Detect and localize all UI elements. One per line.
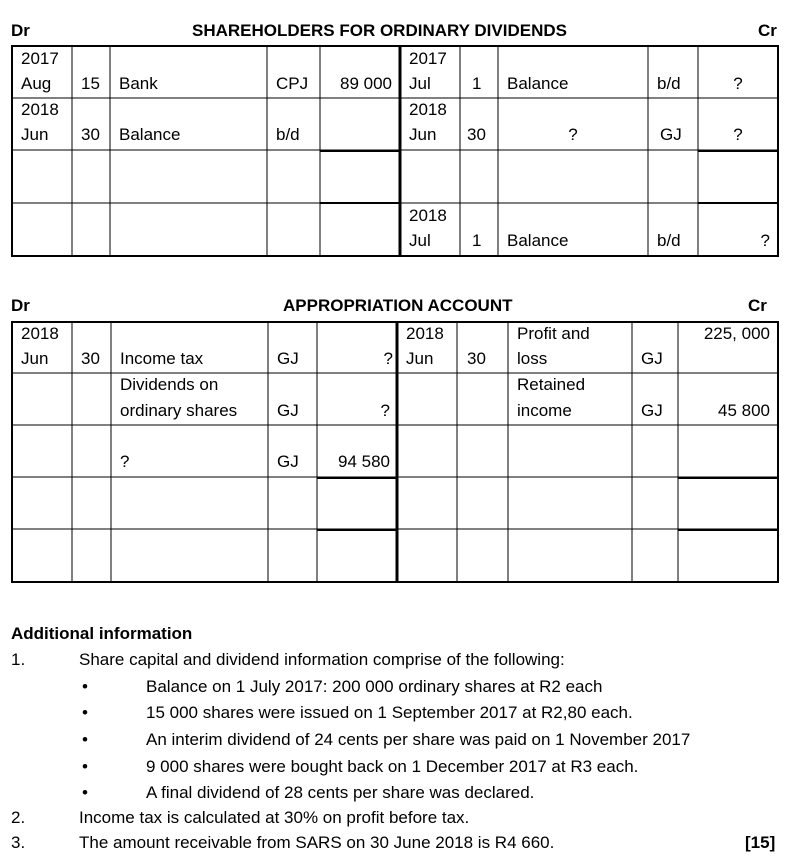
ledger1-right-r1-month: Jul [409,74,431,93]
ledger1-right-r1-day: 1 [472,74,482,93]
ledger2-right-r1-folio: GJ [641,349,663,368]
bullet-icon: • [82,757,88,776]
ledger2-left-r3-amount: 94 580 [338,452,390,471]
ledger1-left-r1-detail: Bank [119,74,158,93]
ledger1-left-r2-year: 2018 [21,100,59,119]
ledger2-left-r1-month: Jun [21,349,49,368]
ledger1-right-r4-month: Jul [409,231,431,250]
ledger2-right-r1-amount: 225, 000 [703,324,770,343]
ledger1-left-r2-detail: Balance [119,125,181,144]
ledger1-left-r1-day: 15 [81,74,100,93]
ledger1-right-r1-year: 2017 [409,49,447,68]
info-heading: Additional information [11,624,193,643]
ledger1-left-r2-folio: b/d [276,125,300,144]
bullet-icon: • [82,783,88,802]
ledger2-cr-label: Cr [748,296,767,315]
bullet-icon: • [82,677,88,696]
ledger1-right-r2-day: 30 [467,125,486,144]
ledger2-left-r3-detail: ? [120,452,130,471]
ledger1-left-r1-folio: CPJ [276,74,309,93]
ledger1-right-r2-month: Jun [409,125,437,144]
ledger1-right-r2-year: 2018 [409,100,447,119]
info-item-3-number: 3. [11,833,26,852]
marks-total: [15] [745,833,776,852]
bullet-icon: • [82,730,88,749]
ledger1-cr-label: Cr [758,21,777,40]
ledger1-left-r2-day: 30 [81,125,100,144]
info-bullet-4: 9 000 shares were bought back on 1 December 2017 at R3 each. [146,757,639,776]
info-item-3-text: The amount receivable from SARS on 30 June 2018 is R4 660. [79,833,555,852]
info-item-1-number: 1. [11,650,26,669]
ledger2-dr-label: Dr [11,296,30,315]
ledger2-left-r3-folio: GJ [277,452,299,471]
ledger1-right-r4-amount: ? [760,231,770,250]
ledger2-right-r2-amount: 45 800 [718,401,770,420]
ledger2-right-r1-year: 2018 [406,324,444,343]
ledger2-left-r2-folio: GJ [277,401,299,420]
ledger1-right-r1-detail: Balance [507,74,569,93]
ledger2-left-r2-amount: ? [380,401,390,420]
ledger2-left-r1-amount: ? [383,349,393,368]
ledger2-left-r1-year: 2018 [21,324,59,343]
ledger2-right-r2-folio: GJ [641,401,663,420]
ledger1-left-r2-month: Jun [21,125,49,144]
ledger1-right-r4-detail: Balance [507,231,569,250]
info-bullet-2: 15 000 shares were issued on 1 September 2017 at R2,80 each. [146,703,633,722]
ledger2-right-r1-detail-line1: Profit and [517,324,590,343]
ledger1-right-r2-detail: ? [568,125,578,144]
ledger1-right-r2-amount: ? [733,125,743,144]
ledger1-title: SHAREHOLDERS FOR ORDINARY DIVIDENDS [192,21,567,40]
info-bullet-3: An interim dividend of 24 cents per share was paid on 1 November 2017 [146,730,691,749]
ledger2-left-r1-day: 30 [81,349,100,368]
ledger1-right-r4-day: 1 [472,231,482,250]
info-item-2-text: Income tax is calculated at 30% on profit before tax. [79,808,470,827]
ledger2-left-r1-detail: Income tax [120,349,204,368]
ledger2-title: APPROPRIATION ACCOUNT [283,296,513,315]
ledger1-right-r1-folio: b/d [657,74,681,93]
ledger1-left-r1-month: Aug [21,74,52,93]
ledger2-left-r2-detail-line1: Dividends on [120,375,219,394]
info-bullet-5: A final dividend of 28 cents per share was declared. [146,783,535,802]
ledger1-left-r1-amount: 89 000 [340,74,392,93]
info-item-1-text: Share capital and dividend information comprise of the following: [79,650,565,669]
ledger2-left-r2-detail-line2: ordinary shares [120,401,238,420]
ledger2-right-r1-month: Jun [406,349,434,368]
ledger1-right-r4-year: 2018 [409,206,447,225]
ledger1-dr-label: Dr [11,21,30,40]
ledger2-left-r1-folio: GJ [277,349,299,368]
ledger2-right-r2-detail-line1: Retained [517,375,586,394]
info-bullet-1: Balance on 1 July 2017: 200 000 ordinary shares at R2 each [146,677,603,696]
ledger2-right-r2-detail-line2: income [517,401,572,420]
ledger1-right-r1-amount: ? [733,74,743,93]
ledger1-left-r1-year: 2017 [21,49,59,68]
bullet-icon: • [82,703,88,722]
ledger1-right-r4-folio: b/d [657,231,681,250]
ledger2-right-r1-day: 30 [467,349,486,368]
ledger2-right-r1-detail-line2: loss [517,349,548,368]
info-item-2-number: 2. [11,808,26,827]
ledger1-right-r2-folio: GJ [660,125,682,144]
